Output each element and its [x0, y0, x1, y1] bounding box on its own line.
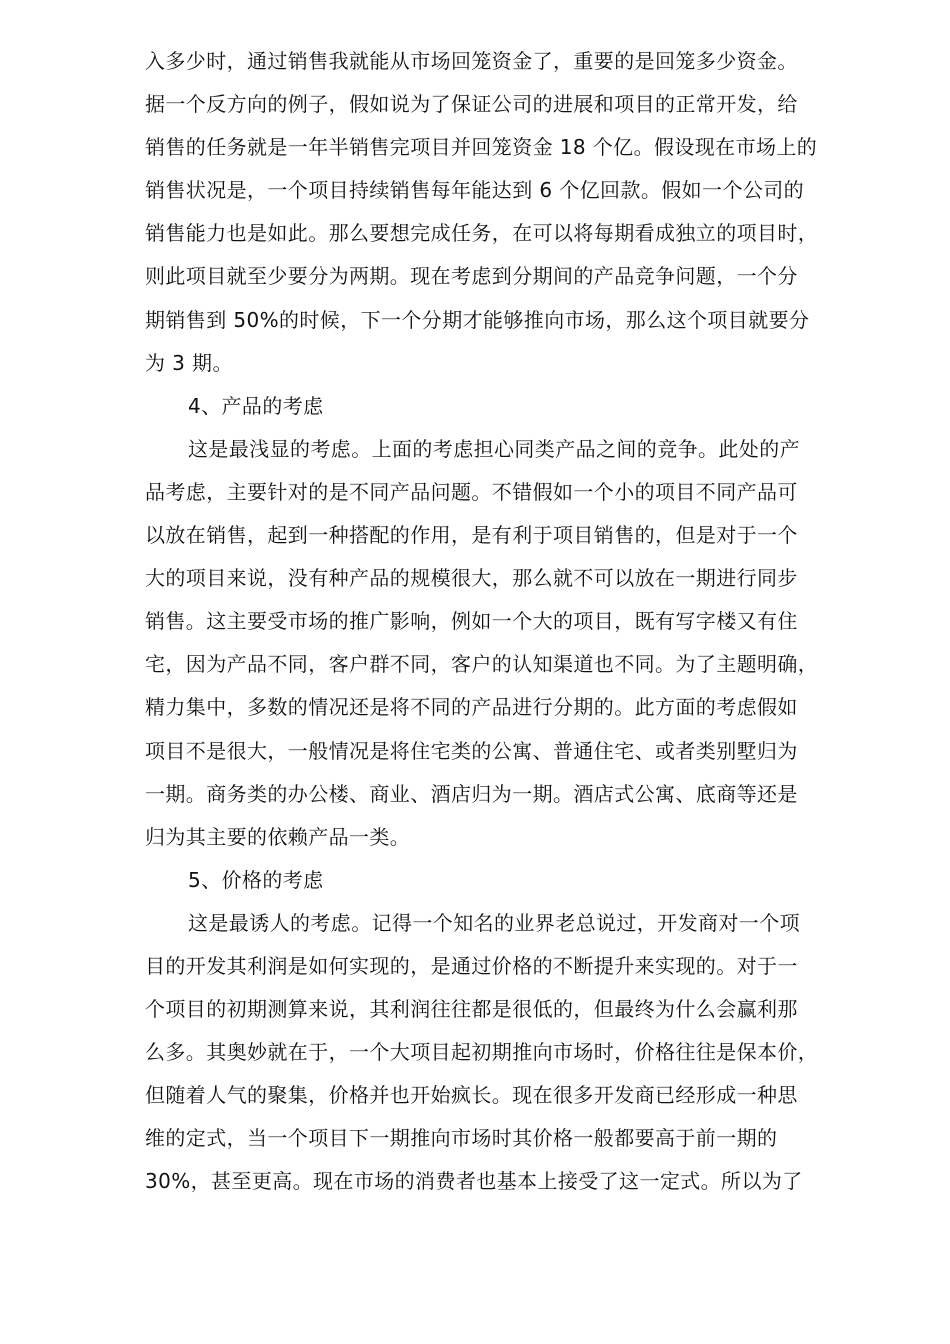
paragraph-line: 品考虑，主要针对的是不同产品问题。不错假如一个小的项目不同产品可: [145, 479, 798, 504]
paragraph-line: 目的开发其利润是如何实现的，是通过价格的不断提升来实现的。对于一: [145, 953, 798, 978]
paragraph-line: 期销售到 50%的时候，下一个分期才能够推向市场，那么这个项目就要分: [145, 307, 810, 332]
section-heading: 4、产品的考虑: [188, 393, 324, 418]
paragraph-line: 销售能力也是如此。那么要想完成任务，在可以将每期看成独立的项目时，: [145, 221, 819, 246]
paragraph-line: 精力集中，多数的情况还是将不同的产品进行分期的。此方面的考虑假如: [145, 695, 798, 720]
paragraph-line: 这是最浅显的考虑。上面的考虑担心同类产品之间的竞争。此处的产: [188, 436, 800, 461]
paragraph-line: 为 3 期。: [145, 350, 233, 375]
paragraph-line: 以放在销售，起到一种搭配的作用，是有利于项目销售的，但是对于一个: [145, 523, 798, 548]
paragraph-line: 个项目的初期测算来说，其利润往往都是很低的，但最终为什么会赢利那: [145, 997, 798, 1022]
paragraph-line: 30%，甚至更高。现在市场的消费者也基本上接受了这一定式。所以为了: [145, 1169, 803, 1194]
paragraph-line: 销售的任务就是一年半销售完项目并回笼资金 18 个亿。假设现在市场上的: [145, 135, 818, 160]
paragraph-line: 这是最诱人的考虑。记得一个知名的业界老总说过，开发商对一个项: [188, 910, 800, 935]
paragraph-line: 宅，因为产品不同，客户群不同，客户的认知渠道也不同。为了主题明确，: [145, 652, 819, 677]
paragraph-line: 么多。其奥妙就在于，一个大项目起初期推向市场时，价格往往是保本价，: [145, 1040, 819, 1065]
paragraph-line: 归为其主要的依赖产品一类。: [145, 824, 411, 849]
paragraph-line: 大的项目来说，没有种产品的规模很大，那么就不可以放在一期进行同步: [145, 566, 798, 591]
paragraph-line: 据一个反方向的例子，假如说为了保证公司的进展和项目的正常开发，给: [145, 92, 798, 117]
paragraph-line: 一期。商务类的办公楼、商业、酒店归为一期。酒店式公寓、底商等还是: [145, 781, 798, 806]
paragraph-line: 销售。这主要受市场的推广影响，例如一个大的项目，既有写字楼又有住: [145, 609, 798, 634]
paragraph-line: 但随着人气的聚集，价格并也开始疯长。现在很多开发商已经形成一种思: [145, 1083, 798, 1108]
paragraph-line: 维的定式，当一个项目下一期推向市场时其价格一般都要高于前一期的: [145, 1126, 778, 1151]
section-heading: 5、价格的考虑: [188, 867, 324, 892]
body-text: [145, 40, 885, 1204]
paragraph-line: 入多少时，通过销售我就能从市场回笼资金了，重要的是回笼多少资金。: [145, 49, 798, 73]
paragraph-line: 项目不是很大，一般情况是将住宅类的公寓、普通住宅、或者类别墅归为: [145, 738, 798, 763]
paragraph-line: 销售状况是，一个项目持续销售每年能达到 6 个亿回款。假如一个公司的: [145, 178, 805, 203]
paragraph-line: 则此项目就至少要分为两期。现在考虑到分期间的产品竞争问题，一个分: [145, 264, 798, 289]
